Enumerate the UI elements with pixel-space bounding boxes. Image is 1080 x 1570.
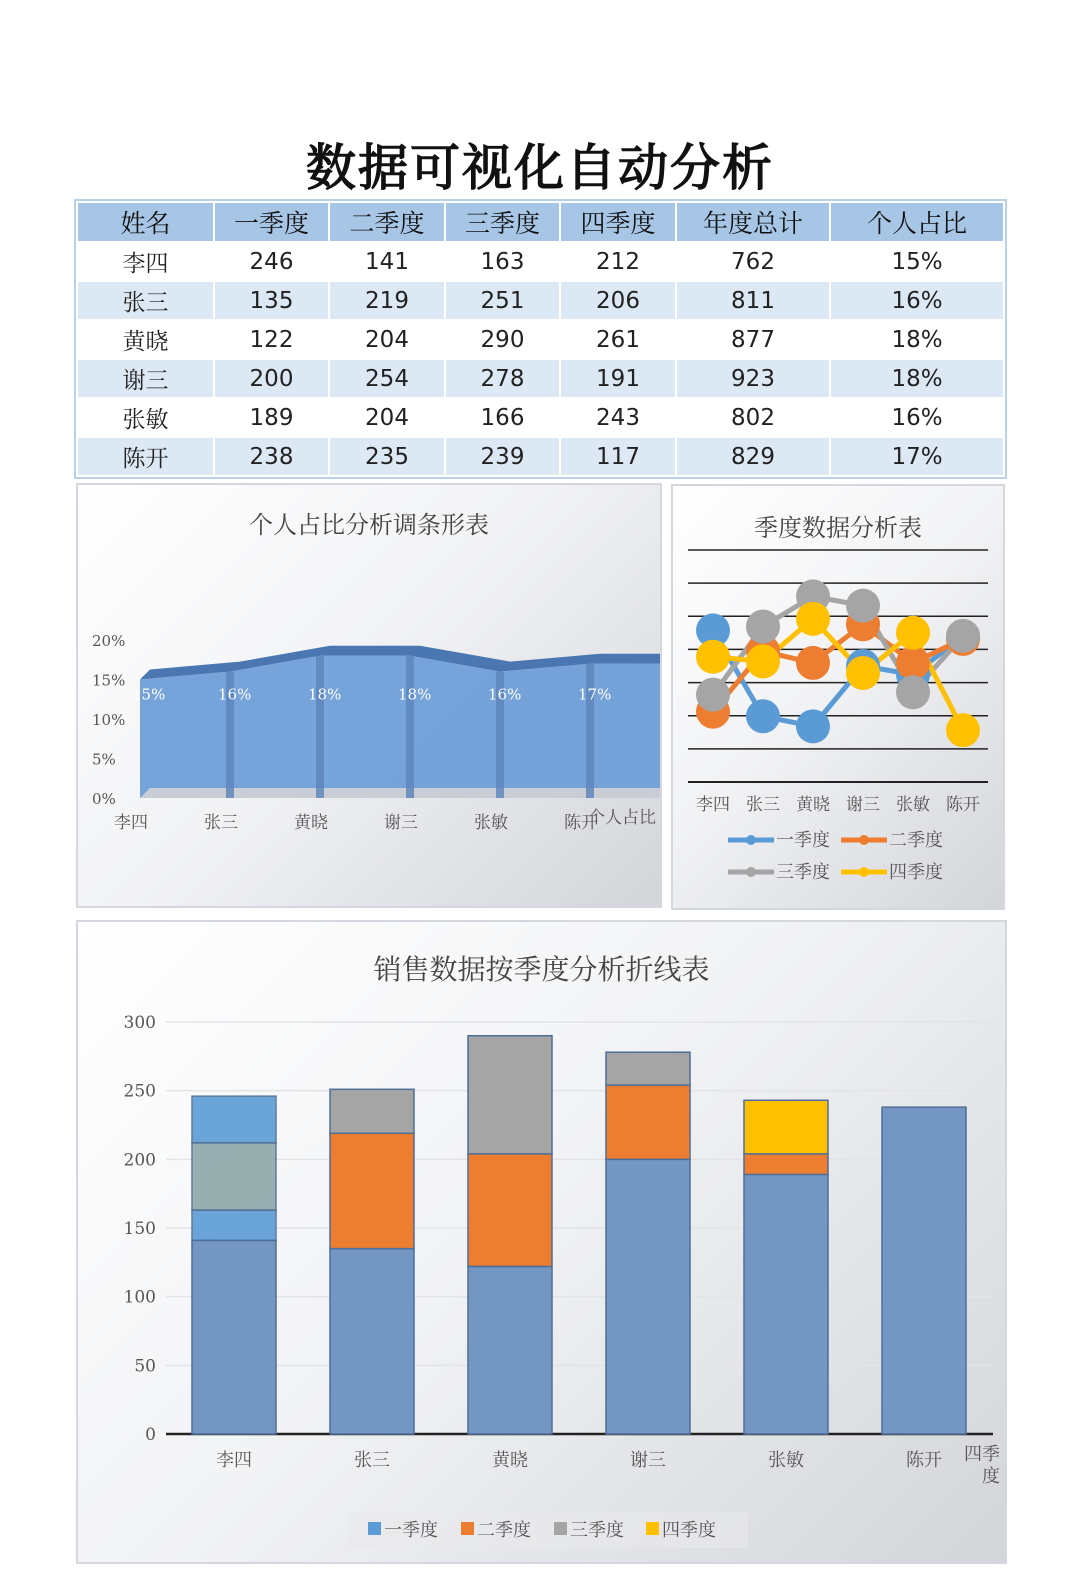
area-divider — [406, 656, 414, 798]
bar-segment-一季度 — [192, 1240, 276, 1434]
cell-q3: 239 — [445, 437, 560, 476]
share-area-chart-panel — [76, 483, 662, 908]
sales-bar-chart-panel — [76, 920, 1007, 1564]
bar-segment-三季度 — [468, 1036, 552, 1154]
axis-label-right: 四季 — [964, 1444, 1000, 1465]
cell-q1: 189 — [214, 398, 329, 437]
y-tick-label: 100 — [123, 1287, 156, 1308]
x-tick-label: 张敏 — [768, 1450, 804, 1471]
legend-marker — [746, 835, 756, 845]
y-tick-label: 50 — [134, 1356, 156, 1377]
cell-total: 877 — [676, 320, 830, 359]
cell-q2: 204 — [329, 320, 445, 359]
cell-q3: 251 — [445, 281, 560, 320]
legend-label: 二季度 — [477, 1520, 531, 1541]
y-tick-label: 15% — [92, 671, 126, 690]
col-header-total: 年度总计 — [676, 202, 830, 242]
y-tick-label: 300 — [123, 1013, 156, 1033]
legend-swatch — [368, 1522, 381, 1535]
series-point — [746, 610, 780, 644]
legend-label: 一季度 — [776, 830, 830, 851]
cell-q4: 191 — [560, 359, 676, 398]
axis-label-right-2: 度 — [982, 1466, 1000, 1487]
legend-swatch — [646, 1522, 659, 1535]
series-point — [946, 619, 980, 653]
cell-q1: 200 — [214, 359, 329, 398]
series-point — [896, 675, 930, 709]
series-point — [846, 656, 880, 690]
area-front-face — [140, 656, 660, 798]
cell-name: 陈开 — [77, 437, 214, 476]
cell-q1: 246 — [214, 242, 329, 281]
y-tick-label: 5% — [92, 750, 116, 769]
cell-q1: 135 — [214, 281, 329, 320]
table-row — [77, 242, 1004, 281]
y-tick-label: 20% — [92, 632, 126, 650]
bar-segment-三季度 — [330, 1089, 414, 1133]
series-point — [896, 616, 930, 650]
data-label: 16% — [488, 685, 522, 704]
cell-total: 762 — [676, 242, 830, 281]
cell-name: 张敏 — [77, 398, 214, 437]
cell-share: 16% — [830, 281, 1004, 320]
cell-q1: 122 — [214, 320, 329, 359]
bar-segment-一季度 — [744, 1174, 828, 1434]
bar-segment-三季度 — [606, 1052, 690, 1085]
cell-share: 16% — [830, 398, 1004, 437]
cell-total: 802 — [676, 398, 830, 437]
x-tick-label: 李四 — [114, 813, 148, 833]
x-tick-label: 黄晓 — [492, 1450, 528, 1471]
series-point — [796, 646, 830, 680]
bar-segment-一季度 — [882, 1107, 966, 1434]
legend-label: 二季度 — [889, 830, 943, 851]
x-tick-label: 李四 — [216, 1450, 252, 1471]
col-header-q4: 四季度 — [560, 202, 676, 242]
series-point — [796, 602, 830, 636]
series-point — [796, 709, 830, 743]
x-tick-label: 黄晓 — [796, 795, 830, 815]
cell-q4: 206 — [560, 281, 676, 320]
x-tick-label: 张三 — [354, 1450, 390, 1471]
sales-bar-chart — [78, 922, 1005, 1562]
bar-segment-二季度 — [330, 1133, 414, 1248]
cell-q4: 243 — [560, 398, 676, 437]
cell-q3: 278 — [445, 359, 560, 398]
area-divider — [316, 656, 324, 798]
cell-q3: 290 — [445, 320, 560, 359]
table-row — [77, 320, 1004, 359]
page-title: 数据可视化自动分析 — [306, 139, 774, 197]
data-label: 18% — [308, 685, 342, 704]
series-point — [746, 699, 780, 733]
series-point — [946, 713, 980, 747]
legend-series-name: 个人占比 — [588, 808, 656, 828]
cell-q2: 204 — [329, 398, 445, 437]
x-tick-label: 张三 — [204, 813, 238, 833]
legend-marker — [859, 835, 869, 845]
share-area-chart — [78, 485, 660, 906]
bar-segment-一季度 — [330, 1249, 414, 1434]
legend-label: 三季度 — [776, 862, 830, 883]
quarter-line-chart — [673, 486, 1003, 908]
series-point — [696, 640, 730, 674]
cell-total: 923 — [676, 359, 830, 398]
x-tick-label: 谢三 — [630, 1450, 666, 1471]
x-tick-label: 张敏 — [896, 795, 930, 815]
area-floor — [140, 788, 660, 798]
x-tick-label: 谢三 — [384, 813, 418, 833]
col-header-q1: 一季度 — [214, 202, 329, 242]
y-tick-label: 10% — [92, 711, 126, 729]
cell-total: 829 — [676, 437, 830, 476]
cell-share: 15% — [830, 242, 1004, 281]
y-tick-label: 200 — [123, 1150, 156, 1171]
cell-name: 李四 — [77, 242, 214, 281]
col-header-q3: 三季度 — [445, 202, 560, 242]
cell-name: 黄晓 — [77, 320, 214, 359]
x-tick-label: 黄晓 — [294, 813, 328, 833]
y-tick-label: 0% — [92, 790, 116, 808]
x-tick-label: 陈开 — [906, 1450, 942, 1471]
cell-q4: 261 — [560, 320, 676, 359]
cell-name: 谢三 — [77, 359, 214, 398]
col-header-q2: 二季度 — [329, 202, 445, 242]
cell-q2: 141 — [329, 242, 445, 281]
data-label: 17% — [578, 685, 612, 704]
bar-segment-overlay — [192, 1210, 276, 1240]
x-tick-label: 张三 — [746, 795, 780, 815]
y-tick-label: 0 — [145, 1425, 156, 1445]
cell-q2: 235 — [329, 437, 445, 476]
bar-segment-四季度 — [744, 1100, 828, 1154]
cell-name: 张三 — [77, 281, 214, 320]
x-tick-label: 张敏 — [474, 813, 508, 833]
sales-table — [76, 201, 1005, 477]
col-header-share: 个人占比 — [830, 202, 1004, 242]
cell-share: 17% — [830, 437, 1004, 476]
series-point — [896, 646, 930, 680]
sales-chart-title: 销售数据按季度分析折线表 — [373, 953, 710, 986]
legend-marker — [746, 867, 756, 877]
table-row — [77, 398, 1004, 437]
data-label: 15% — [132, 685, 166, 704]
cell-share: 18% — [830, 359, 1004, 398]
cell-q3: 163 — [445, 242, 560, 281]
quarter-chart-title: 季度数据分析表 — [754, 514, 922, 542]
bar-segment-一季度 — [606, 1159, 690, 1434]
table-row — [77, 281, 1004, 320]
legend-swatch — [461, 1522, 474, 1535]
x-tick-label: 陈开 — [564, 813, 598, 833]
table-row — [77, 437, 1004, 476]
col-header-name: 姓名 — [77, 202, 214, 242]
data-label: 18% — [398, 685, 432, 704]
legend-marker — [859, 867, 869, 877]
cell-q3: 166 — [445, 398, 560, 437]
series-point — [846, 589, 880, 623]
table-row — [77, 359, 1004, 398]
legend-label: 四季度 — [662, 1520, 716, 1541]
legend-label: 四季度 — [889, 862, 943, 883]
cell-total: 811 — [676, 281, 830, 320]
bar-segment-overlay — [192, 1096, 276, 1143]
data-label: 16% — [218, 685, 252, 704]
y-tick-label: 150 — [123, 1219, 156, 1239]
cell-q2: 219 — [329, 281, 445, 320]
cell-share: 18% — [830, 320, 1004, 359]
legend-swatch — [554, 1522, 567, 1535]
x-tick-label: 谢三 — [846, 795, 880, 815]
legend-label: 三季度 — [570, 1520, 624, 1541]
bar-segment-二季度 — [468, 1154, 552, 1267]
y-tick-label: 250 — [123, 1081, 156, 1102]
share-chart-title: 个人占比分析调条形表 — [249, 511, 489, 539]
series-point — [746, 644, 780, 678]
quarter-line-chart-panel — [671, 484, 1005, 910]
series-point — [696, 678, 730, 712]
bar-segment-二季度 — [744, 1154, 828, 1175]
area-divider — [586, 664, 594, 798]
cell-q2: 254 — [329, 359, 445, 398]
cell-q4: 212 — [560, 242, 676, 281]
cell-q1: 238 — [214, 437, 329, 476]
bar-segment-二季度 — [606, 1085, 690, 1159]
bar-segment-overlay — [192, 1143, 276, 1210]
table-header-row — [77, 202, 1004, 242]
x-tick-label: 陈开 — [946, 795, 980, 815]
legend-label: 一季度 — [384, 1520, 438, 1541]
x-tick-label: 李四 — [696, 795, 730, 815]
bar-segment-一季度 — [468, 1266, 552, 1434]
cell-q4: 117 — [560, 437, 676, 476]
